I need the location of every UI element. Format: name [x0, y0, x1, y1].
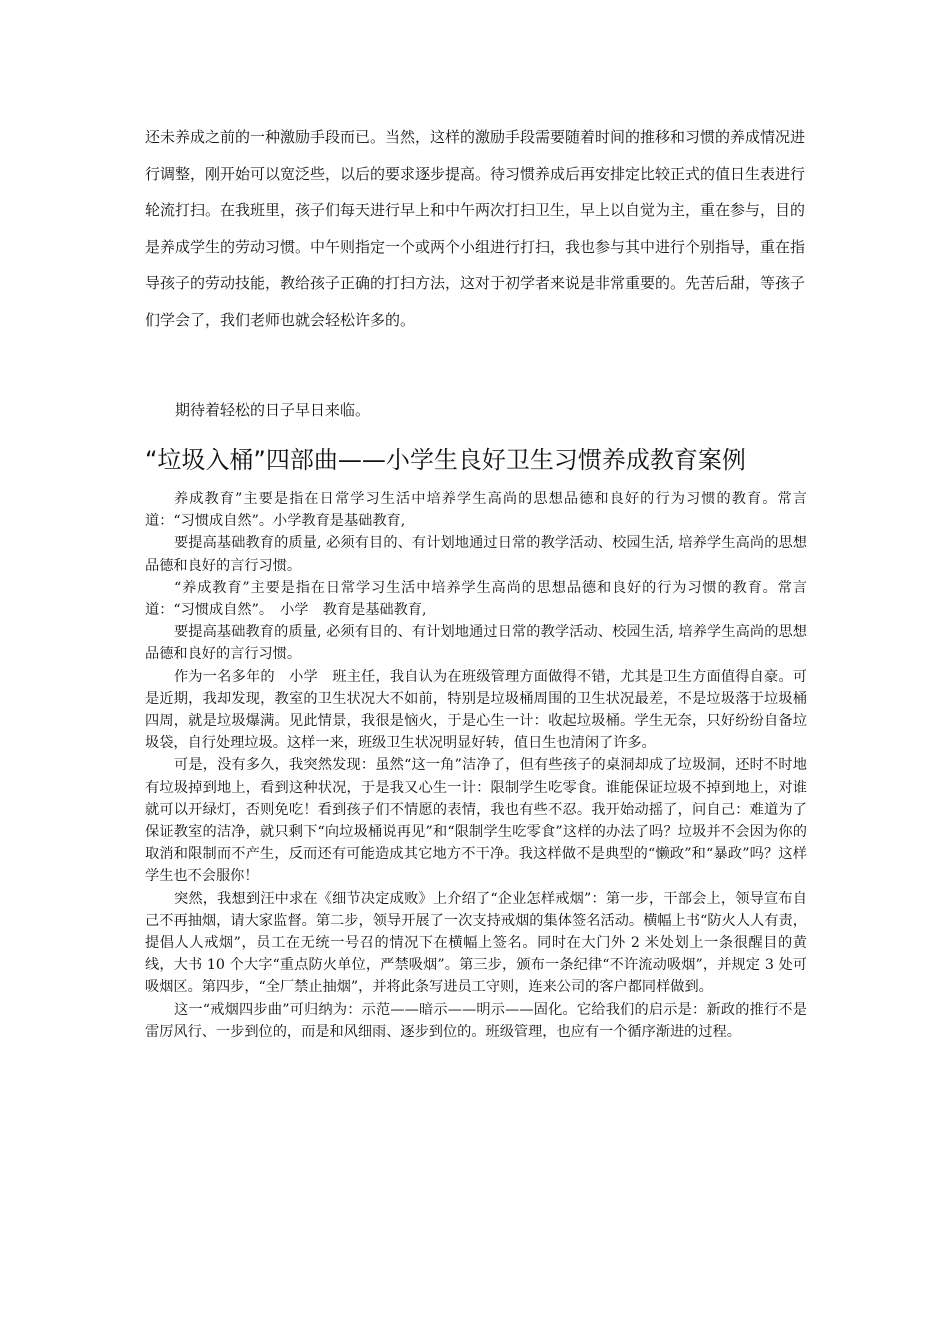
- article-paragraph: 可是，没有多久，我突然发现：虽然“这一角”洁净了，但有些孩子的桌洞却成了垃圾洞，还时不时地有垃圾掉到地上，看到这种状况，于是我又心生一计：限制学生吃零食。谁能保证垃圾不掉到地上，对谁就可以开绿灯，否则免吃！看到孩子们不情愿的表情，我也有些不忍。我开始动摇了，问自己：难道为了保证教室的洁净，就只剩下“向垃圾桶说再见”和“限制学生吃零食”这样的办法了吗？垃圾并不会因为你的取消和限制而不产生，反而还有可能造成其它地方不干净。我这样做不是典型的“懒政”和“暴政”吗？这样学生也不会服你！: [145, 757, 807, 885]
- article-paragraph: 这一“戒烟四步曲”可归纳为：示范——暗示——明示——固化。它给我们的启示是：新政的推行不是雷厉风行、一步到位的，而是和风细雨、逐步到位的。班级管理，也应有一个循序渐进的过程。: [145, 1001, 807, 1040]
- article-paragraph: “养成教育”主要是指在日常学习生活中培养学生高尚的思想品德和良好的行为习惯的教育。常言道：“习惯成自然”。 小学 教育是基础教育,: [145, 579, 807, 619]
- intro-closing-line: 期待着轻松的日子早日来临。: [175, 401, 371, 419]
- article-paragraph: 要提高基础教育的质量, 必须有目的、有计划地通过日常的教学活动、校园生活, 培养学生高尚的思想品德和良好的言行习惯。: [145, 535, 807, 574]
- article-body: [145, 488, 807, 1043]
- article-paragraph: 突然，我想到汪中求在《细节决定成败》上介绍了“企业怎样戒烟”：第一步，干部会上，领导宣布自己不再抽烟，请大家监督。第二步，领导开展了一次支持戒烟的集体签名活动。横幅上书“防火人人有责，提倡人人戒烟”，员工在无统一号召的情况下在横幅上签名。同时在大门外 2 米处划上一条很醒目的黄线，大书 10 个大字“重点防火单位，严禁吸烟”。第三步，颁布一条纪律“不许流动吸烟”，并规定 3 处可吸烟区。第四步，“全厂禁止抽烟”，并将此条写进员工守则，连来公司的客户都同样做到。: [145, 890, 807, 996]
- article-title: “垃圾入桶”四部曲——小学生良好卫生习惯养成教育案例: [145, 446, 746, 474]
- article-paragraph: 要提高基础教育的质量, 必须有目的、有计划地通过日常的教学活动、校园生活, 培养学生高尚的思想品德和良好的言行习惯。: [145, 624, 807, 663]
- intro-paragraph: 还未养成之前的一种激励手段而已。当然，这样的激励手段需要随着时间的推移和习惯的养成情况进行调整，刚开始可以宽泛些，以后的要求逐步提高。待习惯养成后再安排定比较正式的值日生表进行轮流打扫。在我班里，孩子们每天进行早上和中午两次打扫卫生，早上以自觉为主，重在参与，目的是养成学生的劳动习惯。中午则指定一个或两个小组进行打扫，我也参与其中进行个别指导，重在指导孩子的劳动技能，教给孩子正确的打扫方法，这对于初学者来说是非常重要的。先苦后甜，等孩子们学会了，我们老师也就会轻松许多的。: [145, 128, 806, 329]
- article-paragraph: 养成教育”主要是指在日常学习生活中培养学生高尚的思想品德和良好的行为习惯的教育。常言道：“习惯成自然”。小学教育是基础教育,: [145, 491, 807, 530]
- article-paragraph: 作为一名多年的 小学 班主任，我自认为在班级管理方面做得不错，尤其是卫生方面值得自豪。可是近期，我却发现，教室的卫生状况大不如前，特别是垃圾桶周围的卫生状况最差，不是垃圾落于垃圾桶四周，就是垃圾爆满。见此情景，我很是恼火，于是心生一计：收起垃圾桶。学生无奈，只好纷纷自备垃圾袋，自行处理垃圾。这样一来，班级卫生状况明显好转，值日生也清闲了许多。: [145, 668, 807, 752]
